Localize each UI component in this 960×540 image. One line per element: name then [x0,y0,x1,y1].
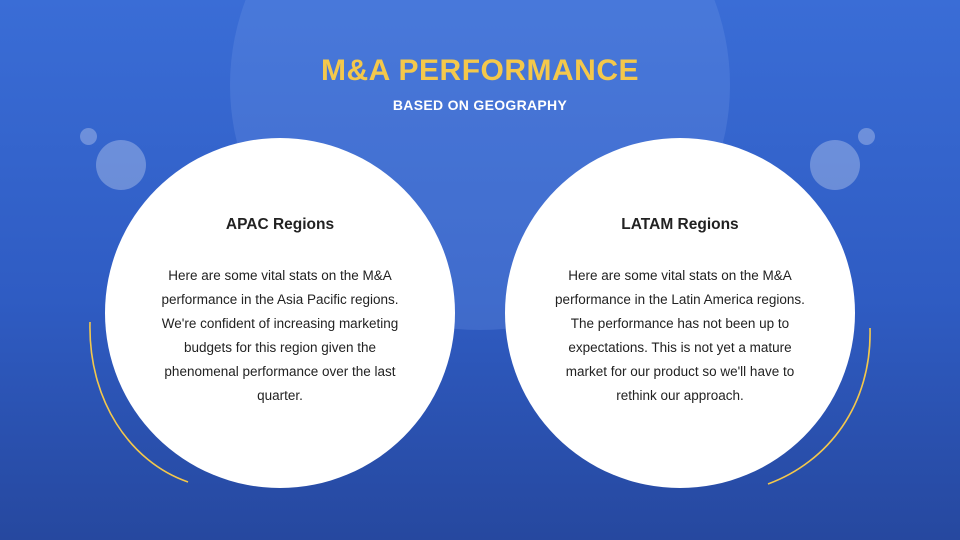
region-card-apac [105,138,455,488]
region-card-body: Here are some vital stats on the M&A performance in the Latin America regions. The performance has not been up to expectations. This is not yet a mature market for our product so we'll have to rethink our approach. [555,268,805,403]
region-card-title: APAC Regions [225,216,335,233]
region-card-body: Here are some vital stats on the M&A performance in the Asia Pacific regions. We're confident of increasing marketing budgets for this region given the phenomenal performance over the last quarter. [161,268,399,403]
page-title: M&A PERFORMANCE [320,54,640,87]
region-card-latam [505,138,855,488]
region-card-title: LATAM Regions [621,216,739,233]
page-subtitle: BASED ON GEOGRAPHY [392,97,568,113]
